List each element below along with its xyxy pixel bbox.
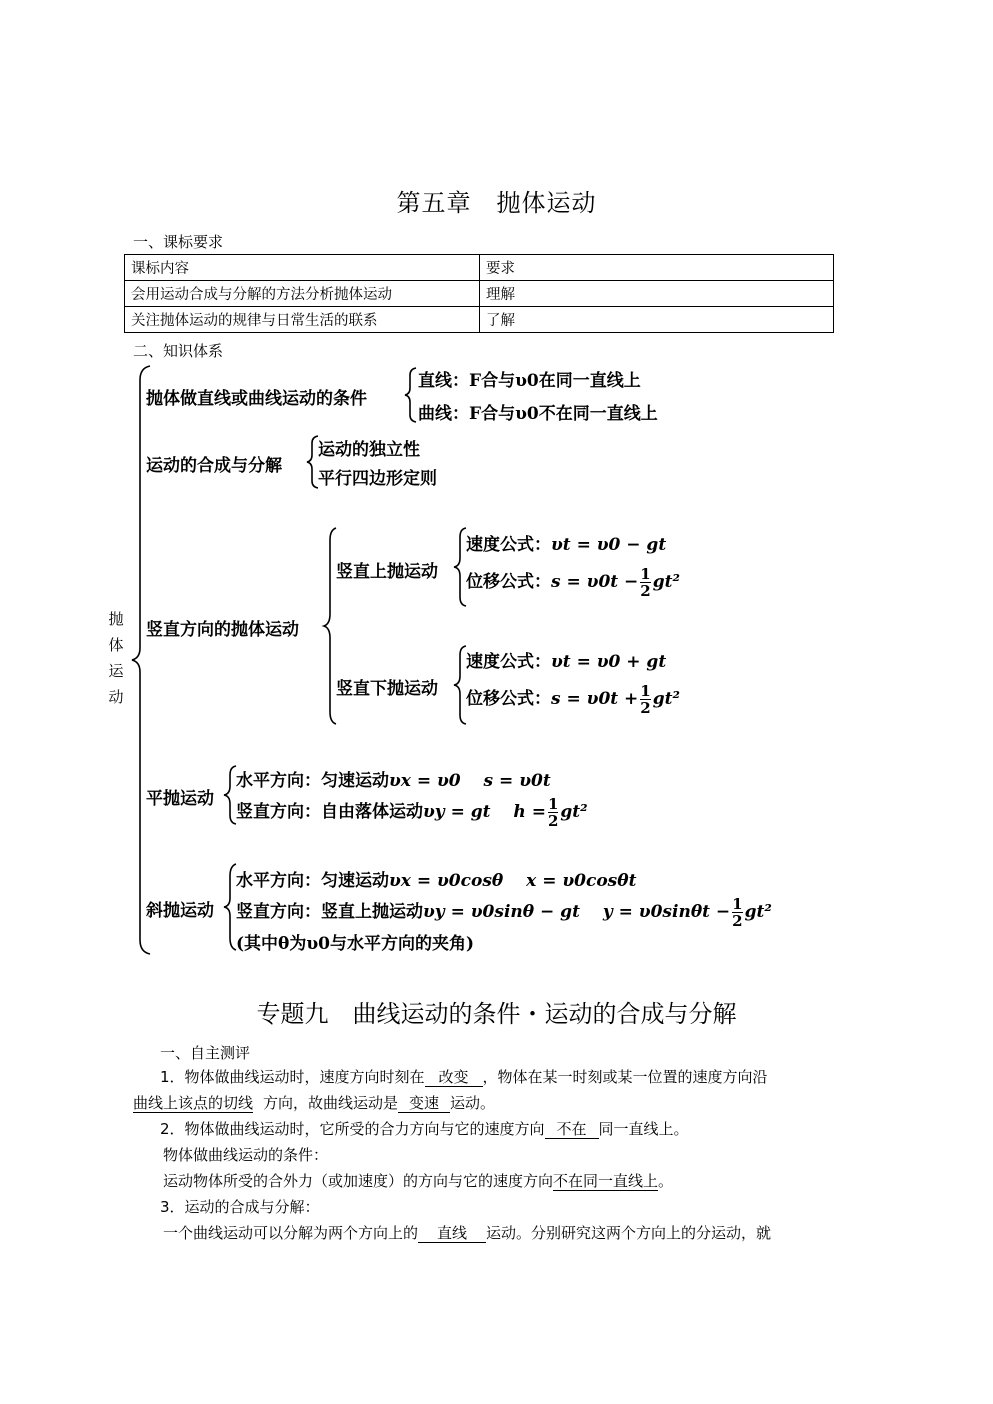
table-header-cell: 课标内容: [125, 255, 480, 281]
table-cell: 会用运动合成与分解的方法分析抛体运动: [125, 281, 480, 307]
tree-leaf-curve: 曲线：F合与υ0不在同一直线上: [418, 404, 658, 424]
fraction-numerator: 1: [640, 682, 651, 700]
formula: υt = υ0 + gt: [551, 652, 667, 672]
tree-leaf-up-velocity: [466, 530, 666, 555]
branch-brace: [454, 528, 466, 606]
tree-leaf-down-velocity: [466, 647, 666, 672]
formula: s = υ0t +: [551, 689, 639, 709]
tree-leaf-straight: 直线：F合与υ0在同一直线上: [418, 371, 641, 391]
question-1-line-1: [160, 1066, 768, 1087]
fraction-denominator: 2: [640, 699, 651, 717]
formula: υx = υ0cosθ x = υ0cosθt: [389, 871, 637, 891]
formula: gt²: [652, 689, 680, 709]
tree-root-label: [106, 606, 126, 710]
leaf-text: 水平方向：匀速运动: [236, 871, 389, 891]
leaf-text: 竖直方向：自由落体运动: [236, 802, 423, 822]
fraction-denominator: 2: [640, 582, 651, 600]
formula: s = υ0t −: [551, 572, 639, 592]
root-char: 抛: [108, 610, 124, 628]
chapter-title: 第五章 抛体运动: [396, 189, 597, 217]
tree-leaf-angle-note: (其中θ为υ0与水平方向的夹角): [236, 934, 475, 954]
question-text: 一个曲线运动可以分解为两个方向上的: [163, 1224, 419, 1242]
tree-leaf-down-displacement: [466, 683, 680, 716]
formula-label: 位移公式：: [466, 689, 551, 709]
tree-node-up-throw: 竖直上抛运动: [336, 562, 438, 582]
fraction-numerator: 1: [547, 795, 559, 813]
table-cell: 理解: [480, 281, 834, 307]
leaf-text: 竖直方向：竖直上抛运动: [236, 902, 423, 922]
question-text: 运动。分别研究这两个方向上的分运动，就: [486, 1224, 772, 1242]
formula: υy = υ0sinθ − gt y = υ0sinθt −: [423, 902, 731, 922]
fraction-numerator: 1: [732, 895, 743, 913]
question-text: 运动。: [450, 1094, 496, 1112]
tree-branch-condition: 抛体做直线或曲线运动的条件: [146, 389, 367, 409]
question-1-line-2: [133, 1092, 495, 1113]
tree-node-down-throw: 竖直下抛运动: [336, 679, 438, 699]
section-heading-requirements: 一、课标要求: [133, 233, 224, 251]
tree-leaf-up-displacement: [466, 566, 680, 599]
fraction: [640, 566, 650, 599]
question-text: 。: [658, 1172, 674, 1190]
root-char: 体: [108, 636, 124, 654]
question-2-line-3: [163, 1170, 673, 1191]
question-text: 运动物体所受的合外力（或加速度）的方向与它的速度方向: [163, 1172, 554, 1190]
branch-brace: [405, 368, 416, 422]
fraction-denominator: 2: [547, 812, 559, 830]
fraction: [548, 796, 558, 829]
formula: gt²: [744, 902, 772, 922]
tree-leaf-parallelogram: 平行四边形定则: [318, 469, 437, 489]
branch-brace: [454, 646, 466, 724]
question-text: ，物体在某一时刻或某一位置的速度方向沿: [482, 1068, 768, 1086]
fraction-numerator: 1: [640, 565, 651, 583]
root-char: 运: [108, 662, 124, 680]
formula: υt = υ0 − gt: [551, 535, 667, 555]
branch-brace: [224, 864, 236, 950]
question-3-line-1: [163, 1222, 771, 1243]
branch-brace: [307, 436, 318, 488]
answer-blank: 直线: [418, 1224, 486, 1243]
formula-label: 速度公式：: [466, 652, 551, 672]
formula: gt²: [652, 572, 680, 592]
table-cell: 关注抛体运动的规律与日常生活的联系: [125, 307, 480, 333]
branch-brace: [324, 528, 336, 724]
leaf-text: 水平方向：匀速运动: [236, 771, 389, 791]
root-char: 动: [108, 688, 124, 706]
question-text: 1．物体做曲线运动时，速度方向时刻在: [160, 1068, 425, 1086]
question-text: 同一直线上。: [598, 1120, 689, 1138]
answer-blank: 不在同一直线上: [553, 1172, 659, 1190]
answer-blank: 变速: [398, 1094, 450, 1113]
topic-title: 专题九 曲线运动的条件・运动的合成与分解: [256, 1000, 737, 1028]
fraction-denominator: 2: [732, 912, 743, 930]
tree-leaf-horizontal: [236, 766, 551, 791]
formula-label: 速度公式：: [466, 535, 551, 555]
tree-branch-horizontal-throw: 平抛运动: [146, 789, 214, 809]
formula: υx = υ0 s = υ0t: [389, 771, 551, 791]
tree-leaf-vertical-free-fall: [236, 796, 588, 829]
fraction: [732, 896, 742, 929]
tree-leaf-oblique-vertical: [236, 896, 772, 929]
table-header-cell: 要求: [480, 255, 834, 281]
answer-blank: 曲线上该点的切线: [133, 1094, 254, 1112]
answer-blank: 改变: [425, 1068, 483, 1087]
tree-branch-oblique-throw: 斜抛运动: [146, 901, 214, 921]
question-text: 方向，故曲线运动是: [263, 1094, 399, 1112]
formula: υy = gt h =: [423, 802, 546, 822]
tree-leaf-oblique-horizontal: [236, 866, 636, 891]
branch-brace: [224, 766, 236, 824]
section-heading-self-test: 一、自主测评: [160, 1044, 251, 1062]
question-2-line-2: 物体做曲线运动的条件：: [163, 1146, 329, 1164]
table-cell: 了解: [480, 307, 834, 333]
tree-leaf-independence: 运动的独立性: [318, 440, 420, 460]
question-3-title: 3．运动的合成与分解：: [160, 1198, 320, 1216]
question-2-line-1: [160, 1118, 689, 1139]
answer-blank: 不在: [545, 1120, 599, 1139]
formula: gt²: [560, 802, 588, 822]
formula-label: 位移公式：: [466, 572, 551, 592]
section-heading-knowledge: 二、知识体系: [133, 342, 224, 360]
fraction: [640, 683, 650, 716]
tree-branch-composition: 运动的合成与分解: [146, 456, 282, 476]
question-text: 2．物体做曲线运动时，它所受的合力方向与它的速度方向: [160, 1120, 545, 1138]
tree-branch-vertical: 竖直方向的抛体运动: [146, 620, 299, 640]
